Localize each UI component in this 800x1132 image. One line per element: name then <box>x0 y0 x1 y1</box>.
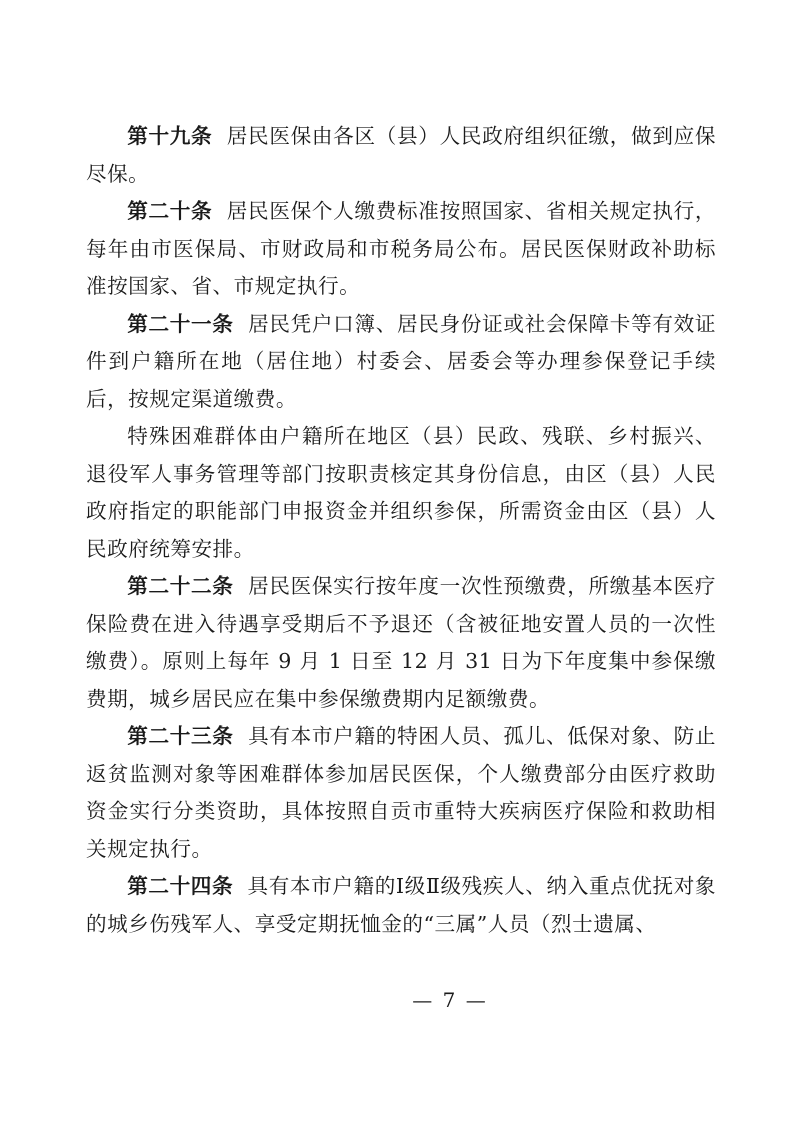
article-21-paragraph-2 <box>86 418 716 568</box>
article-heading: 第十九条 <box>127 124 213 148</box>
article-heading: 第二十三条 <box>127 724 234 748</box>
article-heading: 第二十四条 <box>127 874 234 898</box>
page-number: — 7 — <box>412 988 488 1012</box>
article-heading: 第二十条 <box>127 199 213 223</box>
paragraph-text: 特殊困难群体由户籍所在地区（县）民政、残联、乡村振兴、退役军人事务管理等部门按职责核定其身份信息，由区（县）人民政府指定的职能部门申报资金并组织参保，所需资金由区（县）人民政府统筹安排。 <box>86 424 716 561</box>
article-21 <box>86 306 716 419</box>
article-text: 居民凭户口簿、居民身份证或社会保障卡等有效证件到户籍所在地（居住地）村委会、居委会等办理参保登记手续后，按规定渠道缴费。 <box>86 311 717 411</box>
article-text: 居民医保由各区（县）人民政府组织征缴，做到应保尽保。 <box>86 124 717 186</box>
article-text: 居民医保个人缴费标准按照国家、省相关规定执行，每年由市医保局、市财政局和市税务局公布。居民医保财政补助标准按国家、省、市规定执行。 <box>86 199 717 298</box>
article-22 <box>86 568 716 718</box>
document-body <box>86 118 716 943</box>
article-text: 具有本市户籍的特困人员、孤儿、低保对象、防止返贫监测对象等困难群体参加居民医保，个人缴费部分由医疗救助资金实行分类资助，具体按照自贡市重特大疾病医疗保险和救助相关规定执行。 <box>86 724 717 861</box>
article-text: 居民医保实行按年度一次性预缴费，所缴基本医疗保险费在进入待遇享受期后不予退还（含被征地安置人员的一次性缴费）。原则上每年 9 月 1 日至 12 月 31 日为下年度集中参保缴费期，城乡居民应在集中参保缴费期内足额缴费。 <box>86 574 717 711</box>
article-20 <box>86 193 716 306</box>
article-heading: 第二十一条 <box>127 311 234 336</box>
article-19 <box>86 118 716 193</box>
article-23 <box>86 718 716 868</box>
article-heading: 第二十二条 <box>127 574 234 598</box>
article-24 <box>86 868 716 943</box>
article-text: 具有本市户籍的Ⅰ级Ⅱ级残疾人、纳入重点优抚对象的城乡伤残军人、享受定期抚恤金的“三属”人员（烈士遗属、 <box>86 874 716 936</box>
